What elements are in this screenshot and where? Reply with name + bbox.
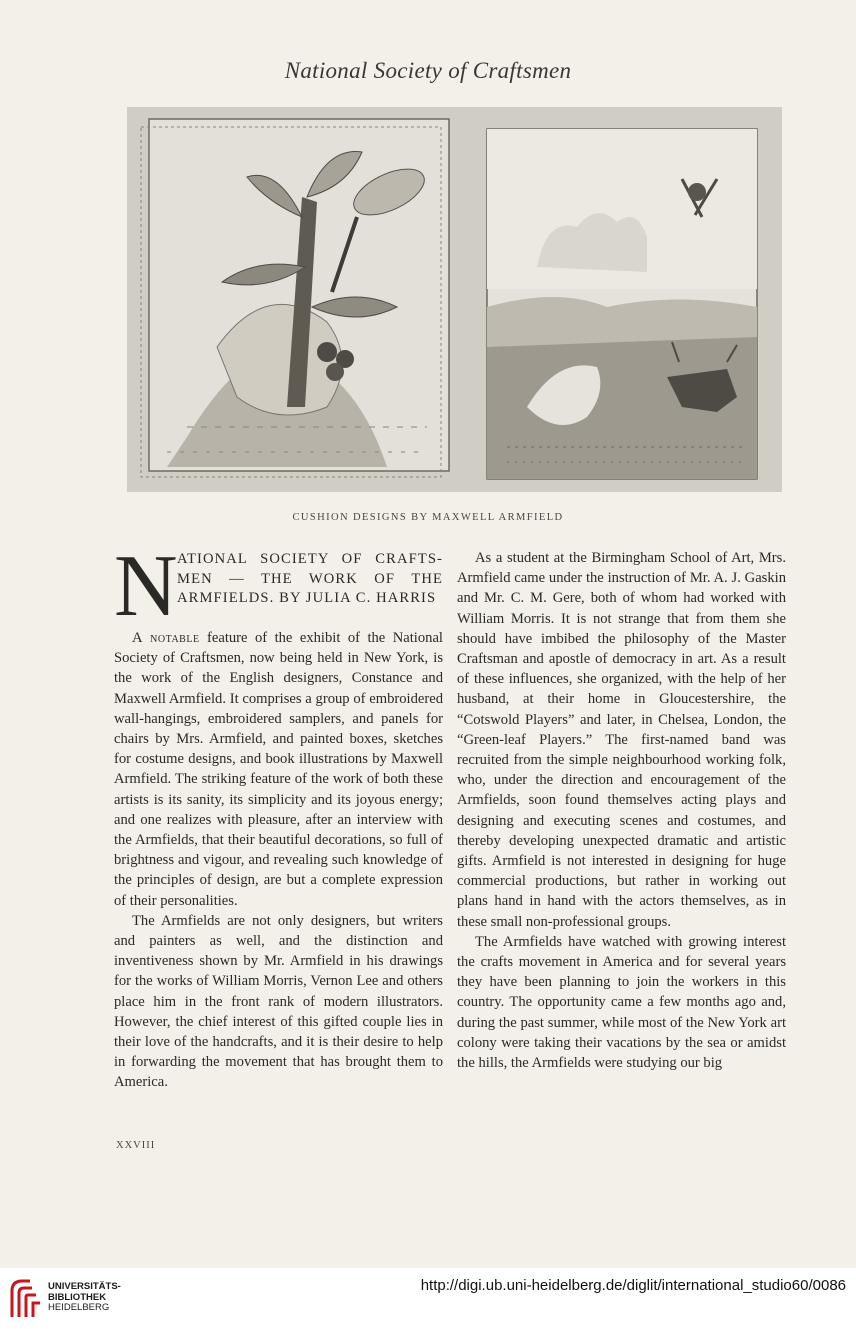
paragraph-3: As a student at the Birmingham School of Art, Mrs. Armfield came under the instruction of Mr. A. J. Gaskin and Mr. C. M. Gere, both of whom had worked with William Morris. It is not strange that from them she should have imbibed the philosophy of the Master Craftsman and apostle of democracy in art. As a result of these influences, she organized, with the help of her husband, at their home in Gloucestershire, the “Cotswold Players” and later, in Chelsea, London, the “Green-leaf Players.” The first-named band was recruited from the simple neighbourhood working folk, who, under the direction and encouragement of the Armfields, soon found themselves acting plays and designing and executing scenes and costumes, and thereby developing unexpected dramatic and artistic gifts. Armfield is not interested in designing for huge commercial productions, but rather in working out plans hand in hand with the actors themselves, as in these small non-professional groups. <box>457 550 786 930</box>
page-folio: XXVIII <box>116 1140 156 1151</box>
figure-caption: CUSHION DESIGNS BY MAXWELL ARMFIELD <box>292 512 564 523</box>
article-heading <box>114 538 443 635</box>
source-url-link[interactable]: http://digi.ub.uni-heidelberg.de/diglit/international_studio60/0086 <box>420 1277 846 1294</box>
lead-words: A notable <box>132 630 200 646</box>
article-headline: ATIONAL SOCIETY OF CRAFTS-MEN — THE WORK OF THE ARMFIELDS. BY JULIA C. HARRIS <box>177 551 443 607</box>
paragraph-1-text: feature of the exhibit of the National Society of Craftsmen, now being held in New York, is the work of the English designers, Constance and Maxwell Armfield. It comprises a group of embroidered wall-hangings, embroidered samplers, and panels for chairs by Mrs. Armfield, and painted boxes, sketches for costume designs, and book illustrations by Maxwell Armfield. The striking feature of the work of both these artists is its sanity, its simplicity and its joyous energy; and one realizes with pleasure, after an interview with the Armfields, that their beautiful decorations, so full of brightness and vigour, and revealing such knowledge of the principles of design, are but a complete expression of their personalities. <box>114 630 443 909</box>
library-name: UNIVERSITÄTS- BIBLIOTHEK HEIDELBERG <box>48 1281 121 1313</box>
right-cushion-design <box>487 129 757 479</box>
left-column <box>114 538 443 1093</box>
digitization-footer <box>0 1268 856 1329</box>
cushion-designs-plate <box>127 107 782 492</box>
right-column <box>457 548 786 1073</box>
embroidery-illustration <box>127 107 782 492</box>
drop-cap: N <box>114 538 178 635</box>
left-cushion-design <box>141 119 449 477</box>
paragraph-4: The Armfields have watched with growing interest the crafts movement in America and for several years they have been planning to join the workers in this country. The opportunity came a few months ago and, during the past summer, while most of the New York art colony were taking their vacations by the sea or amidst the hills, the Armfields were studying our big <box>457 933 786 1072</box>
ub-heidelberg-logo-icon <box>8 1277 44 1321</box>
running-head: National Society of Craftsmen <box>284 58 572 83</box>
paragraph-1 <box>114 628 443 911</box>
paragraph-2: The Armfields are not only designers, but writers and painters as well, and the distinction and inventiveness shown by Mr. Armfield in his drawings for the works of William Morris, Vernon Lee and others place him in the front rank of modern illustrators. However, the chief interest of this gifted couple lies in their love of the handcrafts, and it is their desire to help in forwarding the movement that has brought them to America. <box>114 912 443 1091</box>
